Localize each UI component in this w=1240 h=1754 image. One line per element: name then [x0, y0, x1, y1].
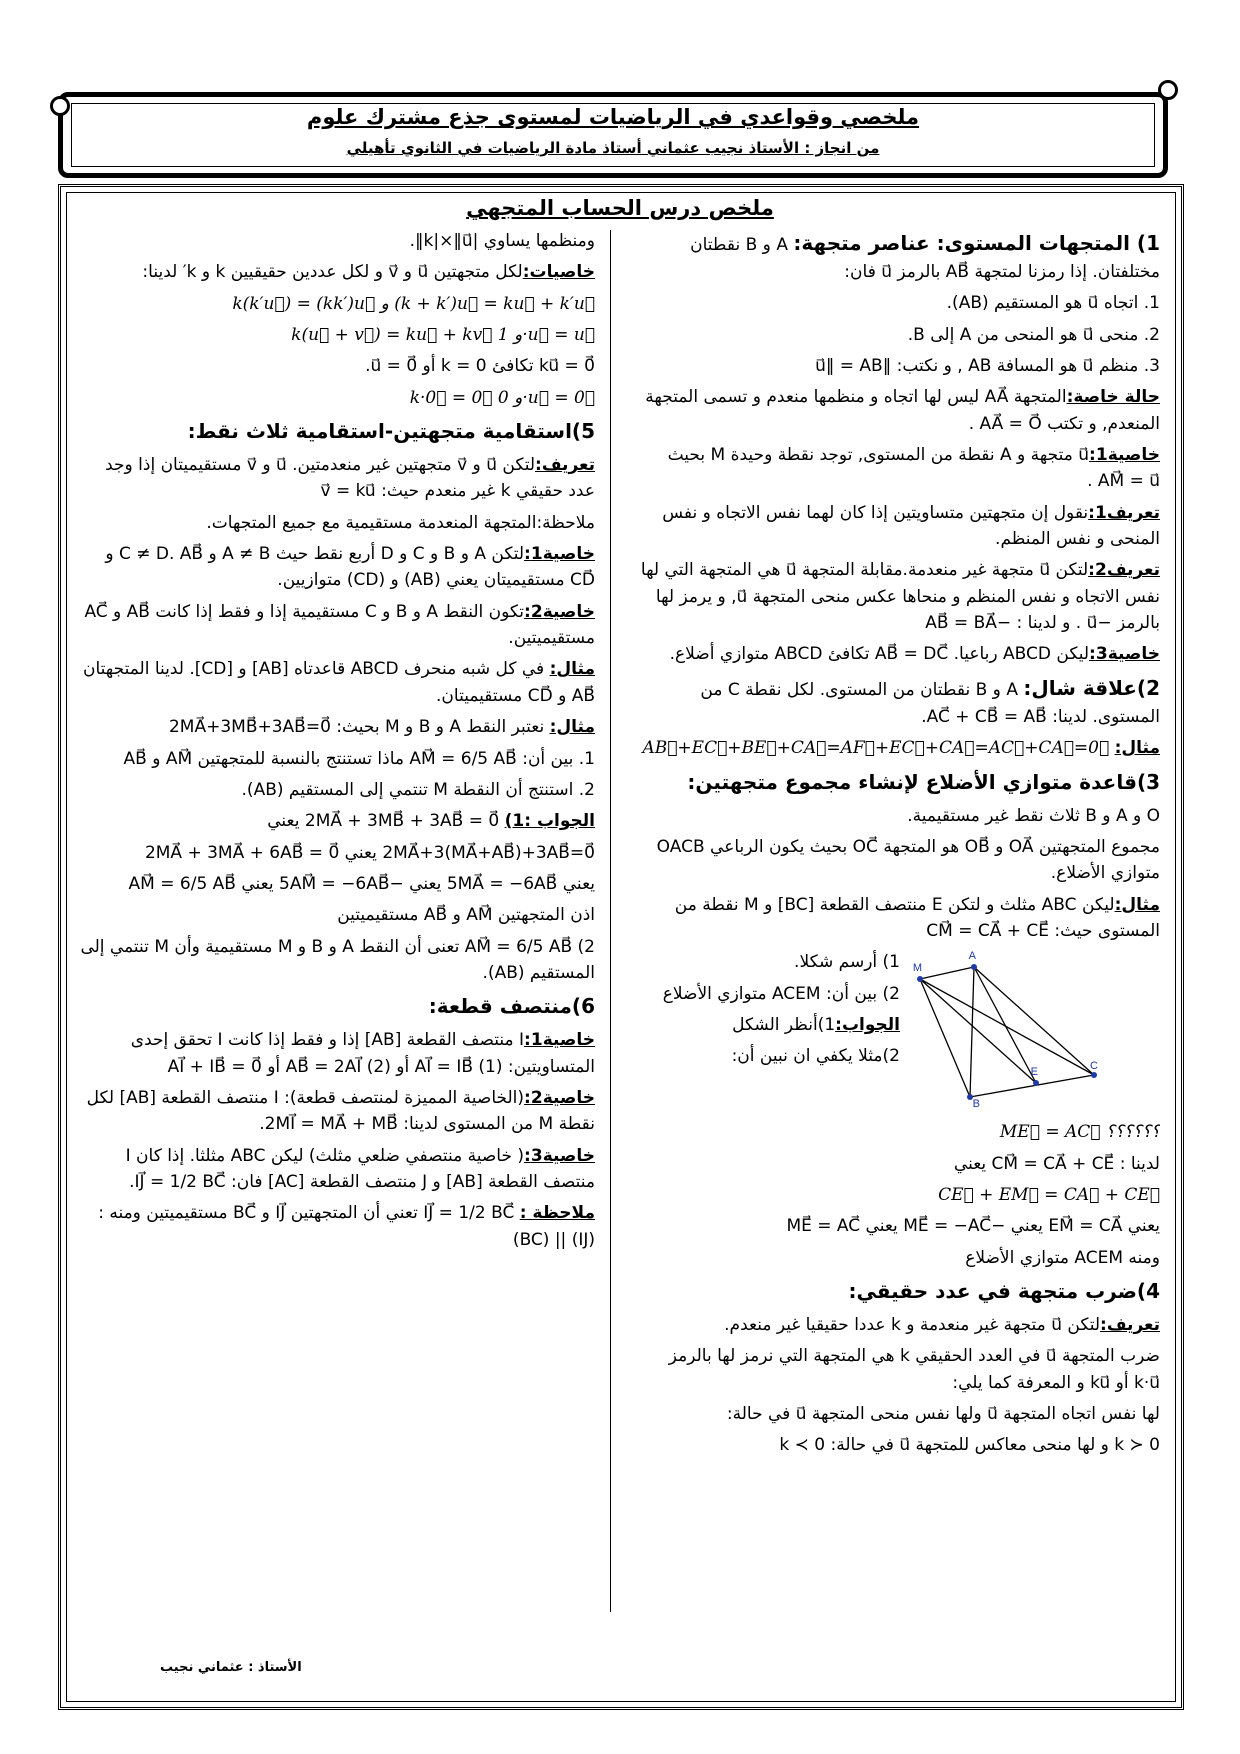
section-1-item-1: 1. اتجاه u⃗ هو المستقيم (AB). [946, 293, 1160, 314]
definition-1-text: نقول إن متجهتين متساويتين إذا كان لهما نفس الاتجاه و نفس المنحى و نفس المنظم. [662, 502, 1160, 550]
point-e [1033, 1080, 1039, 1086]
property-6-1-text: I منتصف القطعة [AB] إذا و فقط إذا كانت I تحقق إحدى المتساويتين: (1) AI⃗ = IB⃗ أو (2) AB⃗ = 2AI⃗ أو AI⃗ + IB⃗ = 0⃗ [130, 1030, 595, 1077]
formula-3: ku⃗ = 0⃗ تكافئ k = 0 أو u⃗ = 0⃗. [365, 356, 595, 377]
scroll-ornament-left [50, 96, 70, 116]
example-1-formula: AB⃗+EC⃗+BE⃗+CA⃗=AF⃗+EC⃗+CA⃗=AC⃗+CA⃗=0⃗ [642, 738, 1110, 759]
example-2-question-2: 2) بين أن: ACEM متوازي الأضلاع [662, 983, 900, 1004]
segment-ma [920, 967, 974, 979]
formula-4: k·0⃗ = 0⃗ و 0·u⃗ = 0⃗ [409, 387, 595, 408]
definition-4-text-3: لها نفس اتجاه المتجهة u⃗ ولها نفس منحى المتجهة u⃗ في حالة: [726, 1403, 1160, 1424]
lesson-title: ملخص درس الحساب المتجهي [466, 196, 774, 220]
label-b: B [972, 1098, 980, 1111]
example-6-question-1: 1. بين أن: AM⃗ = 6/5 AB⃗ ماذا تستنتج بالنسبة للمتجهتين AM⃗ و AB⃗ [123, 748, 595, 769]
answer-label: الجواب: [835, 1014, 900, 1035]
point-c [1091, 1072, 1097, 1078]
example-5-label: مثال: [549, 659, 595, 680]
property-3-text: ليكن ABCD رباعيا. AB⃗ = DC⃗ تكافئ ABCD متوازي أضلاع. [669, 644, 1090, 665]
label-c: C [1090, 1060, 1098, 1073]
segment-mc [920, 979, 1094, 1075]
segment-bc [970, 1075, 1094, 1097]
column-divider [610, 230, 611, 1612]
header-banner [58, 92, 1168, 178]
right-column [640, 228, 1160, 1668]
segment-me [920, 979, 1036, 1083]
answer-2: 2)مثلا يكفي ان نبين أن: [731, 1046, 900, 1067]
property-5-2-label: خاصية2: [524, 601, 595, 622]
label-e: E [1030, 1066, 1038, 1079]
teacher-signature: الأستاذ : عثماني نجيب [160, 1660, 302, 1675]
left-column [80, 228, 595, 1668]
definition-1-label: تعريف1: [1088, 502, 1160, 523]
property-5-1-label: خاصية1: [524, 544, 595, 565]
section-6-heading: 6)منتصف قطعة: [428, 994, 595, 1019]
answer-5: CE⃗ + EM⃗ = CA⃗ + CE⃗ [938, 1184, 1160, 1205]
definition-2-text: لتكن u⃗ متجهة غير منعدمة.مقابلة المتجهة u⃗ هي المتجهة التي لها نفس الاتجاه و نفس المنظم و منحاها عكس منحى المتجهة u⃗, و يرمز لها بالرمز −u⃗ . و لدينا : −AB⃗ = BA⃗ [640, 560, 1160, 634]
property-3-label: خاصية3: [1089, 644, 1160, 665]
definition-5-label: تعريف: [535, 455, 595, 476]
answer-6-line-5: 2) AM⃗ = 6/5 AB⃗ تعنى أن النقط A و B و M مستقيمية وأن M تنتمي إلى المستقيم (AB). [80, 936, 595, 983]
point-m [917, 976, 923, 982]
definition-4-label: تعريف: [1100, 1314, 1160, 1335]
definition-4-text-2: ضرب المتجهة u⃗ في العدد الحقيقي k هي المتجهة التي نرمز لها بالرمز k·u⃗ أو ku⃗ و المعرفة كما يلي: [668, 1346, 1160, 1393]
property-6-1-label: خاصية1: [524, 1030, 595, 1051]
answer-7: ومنه ACEM متوازي الأضلاع [965, 1247, 1160, 1268]
example-2-label: مثال: [1114, 894, 1160, 915]
answer-6-line-3: يعني 5MA⃗ = −6AB⃗ يعني −5AM⃗ = −6AB⃗ يعني AM⃗ = 6/5 AB⃗ [128, 873, 595, 894]
example-1-label: مثال: [1114, 738, 1160, 759]
example-6-text: نعتبر النقط A و B و M بحيث: 2MA⃗+3MB⃗+3AB⃗=0⃗ [168, 717, 545, 738]
scroll-ornament-right [1158, 80, 1178, 100]
note-6-text: IJ⃗ = 1/2 BC⃗ تعني أن المتجهتين IJ⃗ و BC⃗ مستقيميتين ومنه : (IJ) || (BC) [98, 1203, 595, 1250]
document-title: ملخصي وقواعدي في الرياضيات لمستوى جذع مشترك علوم [306, 105, 920, 129]
segment-ae [974, 967, 1036, 1083]
example-5-text: في كل شبه منحرف ABCD قاعدتاه [AB] و [CD]. لدينا المتجهتان AB⃗ و CD⃗ مستقيميتان. [82, 659, 595, 706]
answer-6-line-1: 2MA⃗ + 3MB⃗ + 3AB⃗ = 0⃗ يعني [267, 811, 500, 832]
section-4-heading: 4)ضرب متجهة في عدد حقيقي: [848, 1278, 1160, 1303]
property-5-1-text: لتكن A و B و C و D أربع نقط حيث A ≠ B و C ≠ D. AB⃗ و CD⃗ مستقيميتان يعني (AB) و (CD) متوازيين. [105, 544, 595, 591]
properties-label: خاصيات: [522, 262, 595, 283]
answer-1: 1)أنظر الشكل [732, 1014, 836, 1035]
section-1-heading: 1) المتجهات المستوى: عناصر متجهة: [793, 231, 1160, 255]
label-m: M [912, 962, 922, 975]
definition-4-text-1: لتكن u⃗ متجهة غير منعدمة و k عددا حقيقيا غير منعدم. [724, 1314, 1101, 1335]
point-a [971, 964, 977, 970]
example-2-block [640, 949, 1160, 1119]
segment-mb [920, 979, 970, 1097]
note-5: ملاحظة:المتجهة المنعدمة مستقيمية مع جميع المتجهات. [206, 512, 595, 533]
definition-5-text: لتكن u⃗ و v⃗ متجهتين غير منعدمتين. u⃗ و v⃗ مستقيميتان إذا وجد عدد حقيقي k غير منعدم حيث: v⃗ = ku⃗ [105, 455, 595, 502]
section-1-intro: A و B نقطتان مختلفتان. إذا رمزنا لمتجهة AB⃗ بالرمز u⃗ فان: [690, 235, 1160, 282]
special-case-text: المتجهة AA⃗ ليس لها اتجاه و منظمها منعدم و تسمى المتجهة المنعدم, و تكتب AA⃗ = O⃗ . [645, 387, 1160, 434]
parallelogram-figure [900, 949, 1160, 1119]
example-6-label: مثال: [549, 717, 595, 738]
formula-1: k(k′u⃗) = (kk′)u⃗ و (k + k′)u⃗ = ku⃗ + k′u⃗ [232, 293, 595, 314]
segment-ac [974, 967, 1094, 1075]
special-case-label: حالة خاصة: [1066, 387, 1160, 408]
section-1-item-2: 2. منحى u⃗ هو المنحى من A إلى B. [907, 324, 1160, 345]
document-author: من انجاز : الأستاذ نجيب عثماني أستاذ مادة الرياضيات في الثانوي تأهيلي [346, 139, 880, 157]
properties-text: لكل متجهتين u⃗ و v⃗ و لكل عددين حقيقيين k و k′ لدينا: [142, 262, 523, 283]
definition-4-text-4: k ≻ 0 و لها منحى معاكس للمتجهة u⃗ في حالة: k ≺ 0 [779, 1435, 1160, 1456]
section-3-text-2: مجموع المتجهتين OA⃗ و OB⃗ هو المتجهة OC⃗ بحيث يكون الرباعي OACB متوازي الأضلاع. [656, 836, 1160, 884]
property-1-label: خاصية1: [1089, 445, 1160, 466]
definition-2-label: تعريف2: [1088, 560, 1160, 581]
answer-6-line-4: اذن المتجهتين AM⃗ و AB⃗ مستقيميتين [337, 905, 595, 926]
label-a: A [968, 950, 976, 963]
property-6-2-text: (الخاصية المميزة لمنتصف قطعة): I منتصف القطعة [AB] لكل نقطة M من المستوى لدينا: 2MI⃗ = MA⃗ + MB⃗. [86, 1087, 595, 1135]
segment-ab [970, 967, 974, 1097]
section-3-heading: 3)قاعدة متوازي الأضلاع لإنشاء مجموع متجهتين: [687, 769, 1160, 794]
property-6-2-label: خاصية2: [524, 1087, 595, 1108]
property-6-3-text: ( خاصية منتصفي ضلعي مثلث) ليكن ABC مثلثا. إذا كان I منتصف القطعة [AB] و J منتصف القطعة [AC] فان: IJ⃗ = 1/2 BC⃗. [125, 1145, 595, 1192]
property-5-2-text: تكون النقط A و B و C مستقيمية إذا و فقط إذا كانت AB⃗ و AC⃗ مستقيميتين. [84, 601, 595, 649]
property-1-text: u⃗ متجهة و A نقطة من المستوى, توجد نقطة وحيدة M بحيث AM⃗ = u⃗ . [667, 445, 1160, 492]
norm-text: ومنظمها يساوي |k|×‖u⃗‖. [409, 231, 595, 251]
example-2-text: ليكن ABC مثلث و لتكن E منتصف القطعة [BC] و M نقطة من المستوى حيث: CM⃗ = CA⃗ + CE⃗ [674, 894, 1160, 941]
note-6-label: ملاحظة : [519, 1203, 595, 1224]
answer-3: ME⃗ = AC⃗ ؟؟؟؟؟؟ [999, 1122, 1160, 1143]
section-3-text-1: O و A و B ثلاث نقط غير مستقيمية. [907, 805, 1160, 826]
section-5-heading: 5)استقامية متجهتين-استقامية ثلاث نقط: [187, 419, 595, 444]
property-6-3-label: خاصية3: [524, 1145, 595, 1166]
example-2-question-1: 1) أرسم شكلا. [794, 952, 900, 973]
example-6-question-2: 2. استنتج أن النقطة M تنتمي إلى المستقيم (AB). [241, 779, 595, 800]
example-2-questions [640, 949, 900, 1074]
section-1-item-3: 3. منظم u⃗ هو المسافة AB , و نكتب: ‖u⃗‖ = AB [815, 356, 1160, 377]
formula-2: k(u⃗ + v⃗) = ku⃗ + kv⃗ و 1·u⃗ = u⃗ [291, 325, 595, 346]
answer-6-line-2: 2MA⃗+3(MA⃗+AB⃗)+3AB⃗=0⃗ يعني 2MA⃗ + 3MA⃗ + 6AB⃗ = 0⃗ [144, 842, 595, 863]
answer-4: لدينا : CM⃗ = CA⃗ + CE⃗ يعني [953, 1153, 1160, 1174]
section-2-heading: 2)علاقة شال: [1023, 675, 1160, 700]
section-2-text: A و B نقطتان من المستوى. لكل نقطة C من المستوى. لدينا: AC⃗ + CB⃗ = AB⃗. [700, 679, 1160, 727]
answer-6-label: الجواب :1) [504, 811, 595, 832]
answer-6: يعني EM⃗ = CA⃗ يعني −ME⃗ = −AC⃗ يعني ME⃗ = AC⃗ [786, 1216, 1160, 1237]
